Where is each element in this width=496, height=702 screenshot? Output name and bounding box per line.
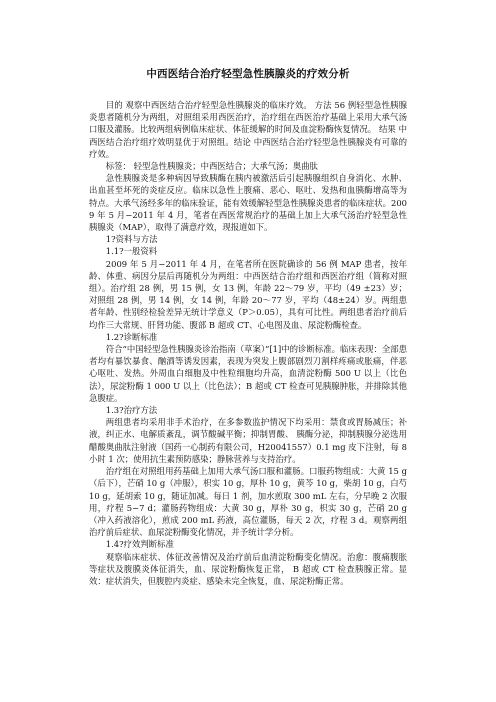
abstract-paragraph: 目的 观察中西医结合治疗轻型急性胰腺炎的临床疗效。 方法 56 例轻型急性胰腺炎患者随机分为两组，对照组采用西医治疗，治疗组在西医治疗基础上采用大承气汤口服及灌肠。比较两组病例临床症状、体征缓解的时间及血淀粉酶恢复情况。 结果 中西医结合治疗组疗效明显优于对照组。结论 中西医结合治疗轻型急性胰腺炎有可靠的疗效。 <box>89 100 407 159</box>
intro-paragraph: 急性胰腺炎是多种病因导致胰酶在胰内被激活后引起胰腺组织自身消化、水肿、出血甚至坏死的炎症反应。临床以急性上腹痛、恶心、呕吐、发热和血胰酶增高等为特点。大承气汤经多年的临床验证，能有效缓解轻型急性胰腺炎患者的临床症状。2009 年 5 月−2011 年 4 月，笔者在西医常规治疗的基础上加上大承气汤治疗轻型急性胰腺炎（MAP），取得了满意疗效，现报道如下。 <box>89 173 407 233</box>
subsection-heading: 1.4?疗效判断标准 <box>105 539 174 550</box>
subsection-heading: 1.3?治疗方法 <box>105 405 158 416</box>
body-paragraph: 符合“中国轻型急性胰腺炎诊治指南（草案）”[1]中的诊断标准。临床表现：全部患者均有暴饮暴食、酗酒等诱发因素，表现为突发上腹部剧烈刀割样疼痛或胀痛，伴恶心呕吐、发热。外周血白细胞及中性粒细胞均升高，血清淀粉酶 500 U 以上（比色法），尿淀粉酶 1 000 U 以上（比色法）；B 超或 CT 检查可见胰腺肿胀，并排除其他急腹症。 <box>89 344 407 403</box>
body-paragraph: 观察临床症状、体征改善情况及治疗前后血清淀粉酶变化情况。治愈：腹痛腹胀等症状及腹膜炎体征消失，血、尿淀粉酶恢复正常， B 超或 CT 检查胰腺正常。显效：症状消失，但腹腔内炎症、感染未完全恢复，血、尿淀粉酶正常。 <box>89 551 407 586</box>
keywords-paragraph: 标签： 轻型急性胰腺炎；中西医结合；大承气汤；奥曲肽 <box>105 161 318 172</box>
document-title: 中西医结合治疗轻型急性胰腺炎的疗效分析 <box>146 68 350 80</box>
subsection-heading: 1.2?诊断标准 <box>105 331 158 342</box>
body-paragraph: 两组患者均采用非手术治疗，在多参数监护情况下均采用：禁食或胃肠减压；补液，纠正水、电解质紊乱，调节酸碱平衡；抑制胃酸、 胰酶分泌，抑制胰腺分泌选用醋酸奥曲肽注射液（国药一心制药有限公司，H20041557）0.1 mg 皮下注射，每 8 小时 1 次；使用抗生素预防感染；静脉营养与支持治疗。 <box>89 417 407 464</box>
subsection-heading: 1.1?一般资料 <box>105 246 158 257</box>
body-paragraph: 2009 年 5 月−2011 年 4 月，在笔者所在医院确诊的 56 例 MAP 患者，按年龄、体重、病因分层后再随机分为两组：中西医结合治疗组和西医治疗组（简称对照组）。治疗组 28 例，男 15 例，女 13 例，年龄 22～79 岁，平均（49 ±23）岁；对照组 28 例，男 14 例，女 14 例，年龄 20～77 岁，平均（48±24）岁。两组患者年龄、性别经检验差异无统计学意义（P＞0.05），具有可比性。两组患者治疗前后均作三大常规、肝肾功能、腹部 B 超或 CT、心电图及血、尿淀粉酶检查。 <box>89 258 407 330</box>
section-heading: 1?资料与方法 <box>105 234 158 245</box>
document-body <box>89 99 407 587</box>
body-paragraph: 治疗组在对照组用药基础上加用大承气汤口服和灌肠。口服药物组成：大黄 15 g（后下），芒硝 10 g（冲服），枳实 10 g，厚朴 10 g，黄芩 10 g，柴胡 10 g，白芍 10 g，延胡索 10 g，随证加减。每日 1 剂，加水煎取 300 mL 左右，分早晚 2 次服用，疗程 5−7 d；灌肠药物组成：大黄 30 g，厚朴 30 g，枳实 30 g，芒硝 20 g （冲入药液溶化），煎成 200 mL 药液，高位灌肠，每天 2 次，疗程 3 d。观察两组治疗前后症状、血尿淀粉酶变化情况，并予统计学分析。 <box>89 466 407 538</box>
